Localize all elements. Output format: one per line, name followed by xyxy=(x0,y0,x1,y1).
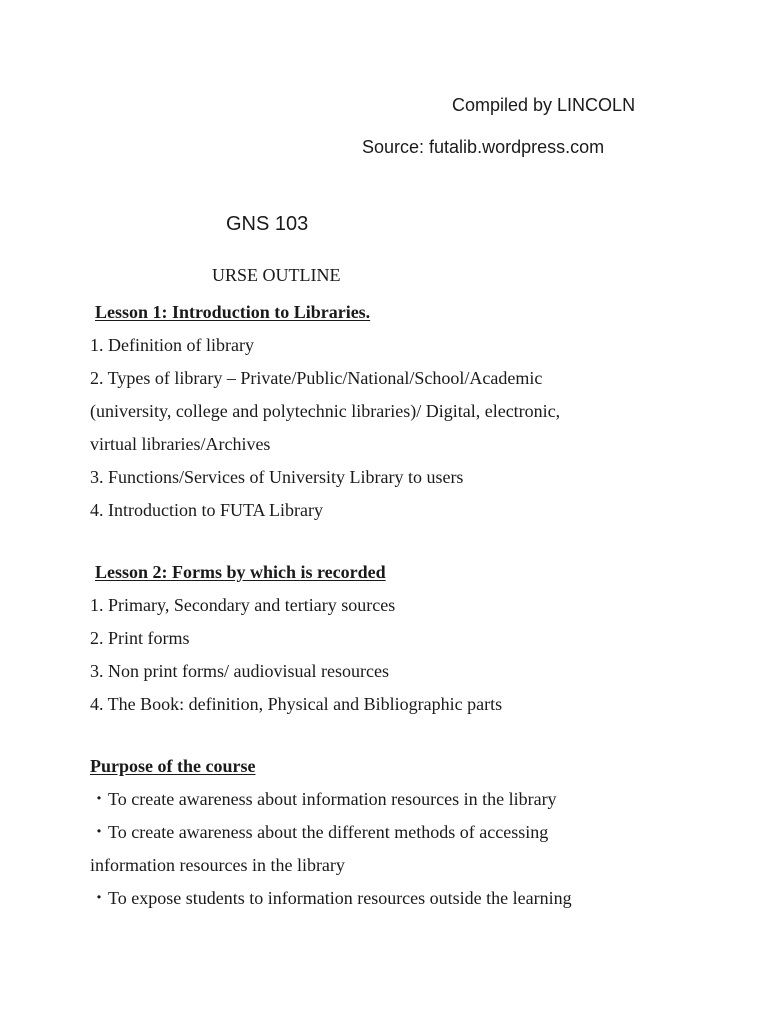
purpose-item: ・To create awareness about the different methods of accessing xyxy=(90,822,549,842)
lesson1-item: virtual libraries/Archives xyxy=(90,434,271,454)
lesson2-item: 1. Primary, Secondary and tertiary sources xyxy=(90,595,396,615)
compiled-by-text: Compiled by LINCOLN xyxy=(452,95,636,115)
lesson2-item: 2. Print forms xyxy=(90,628,190,648)
lesson1-item: 3. Functions/Services of University Library to users xyxy=(90,467,464,487)
lesson1-item: 1. Definition of library xyxy=(90,335,254,355)
lesson2-item: 4. The Book: definition, Physical and Bibliographic parts xyxy=(90,694,503,714)
purpose-item: ・To create awareness about information resources in the library xyxy=(90,789,557,809)
purpose-item: information resources in the library xyxy=(90,855,345,875)
outline-title: URSE OUTLINE xyxy=(212,265,341,285)
purpose-item: ・To expose students to information resources outside the learning xyxy=(90,888,572,908)
lesson1-item: 2. Types of library – Private/Public/National/School/Academic xyxy=(90,368,543,388)
lesson1-item: 4. Introduction to FUTA Library xyxy=(90,500,324,520)
lesson2-heading: Lesson 2: Forms by which is recorded xyxy=(95,562,386,582)
source-text: Source: futalib.wordpress.com xyxy=(362,137,605,157)
course-code: GNS 103 xyxy=(226,213,309,235)
lesson1-item: (university, college and polytechnic libraries)/ Digital, electronic, xyxy=(90,401,561,421)
purpose-heading: Purpose of the course xyxy=(90,756,256,776)
lesson1-heading: Lesson 1: Introduction to Libraries. xyxy=(95,302,371,322)
lesson2-item: 3. Non print forms/ audiovisual resources xyxy=(90,661,389,681)
